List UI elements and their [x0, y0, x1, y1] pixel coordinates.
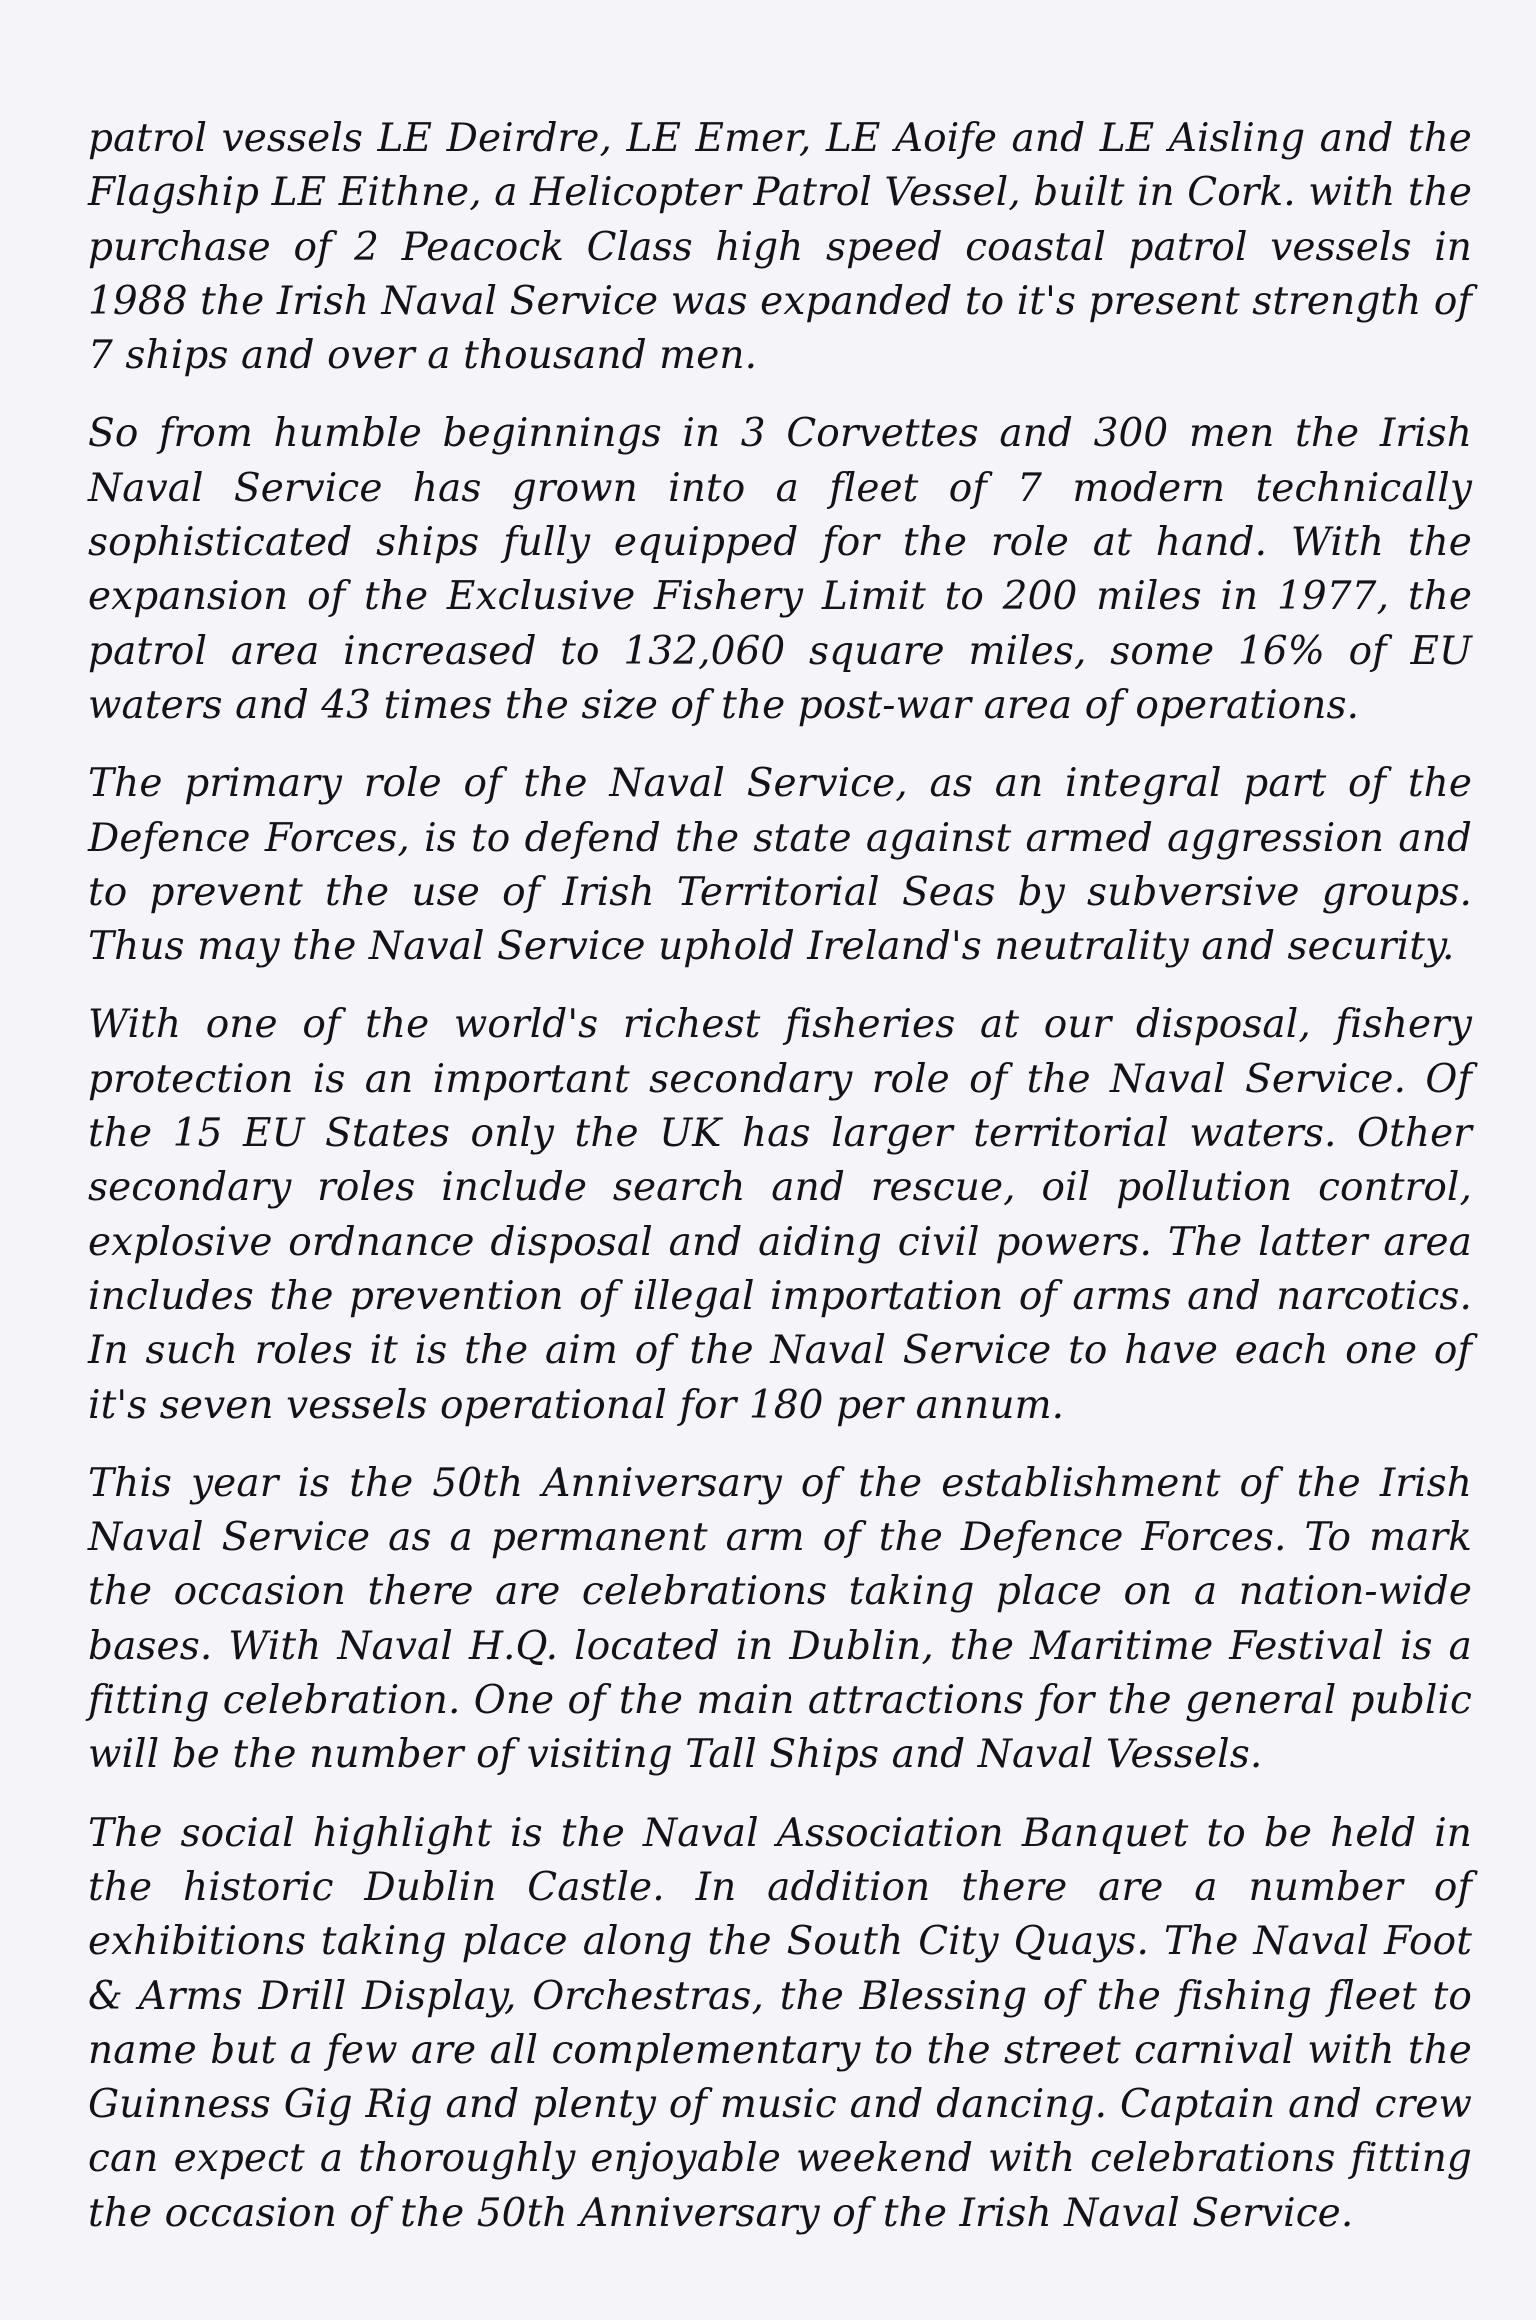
paragraph-anniversary: This year is the 50th Anniversary of the establishment of the Irish Naval Service as a permanent arm of the Defence Forces. To mark the occasion there are celebrations taking place on a nation-wide bases. With Naval H.Q. located in Dublin, the Maritime Festival is a fitting celebration. One of the main attractions for the general public will be the number of visiting Tall Ships and Naval Vessels.: [88, 1460, 1472, 1778]
paragraph-growth: So from humble beginnings in 3 Corvettes and 300 men the Irish Naval Service has grown into a fleet of 7 modern technically sophisticated ships fully equipped for the role at hand. With the expansion of the Exclusive Fishery Limit to 200 miles in 1977, the patrol area increased to 132,060 square miles, some 16% of EU waters and 43 times the size of the post-war area of operations.: [88, 411, 1472, 728]
paragraph-secondary-roles: With one of the world's richest fisheries at our disposal, fishery protection is an important secondary role of the Naval Service. Of the 15 EU States only the UK has larger territorial waters. Other secondary roles include search and rescue, oil pollution control, explosive ordnance disposal and aiding civil powers. The latter area includes the prevention of illegal importation of arms and narcotics. In such roles it is the aim of the Naval Service to have each one of it's seven vessels operational for 180 per annum.: [88, 1002, 1472, 1428]
paragraph-primary-role: The primary role of the Naval Service, as an integral part of the Defence Forces, is to defend the state against armed aggression and to prevent the use of Irish Territorial Seas by subversive groups. Thus may the Naval Service uphold Ireland's neutrality and security.: [88, 761, 1472, 970]
paragraph-social-highlight: The social highlight is the Naval Association Banquet to be held in the historic Dublin Castle. In addition there are a number of exhibitions taking place along the South City Quays. The Naval Foot & Arms Drill Display, Orchestras, the Blessing of the fishing fleet to name but a few are all complementary to the street carnival with the Guinness Gig Rig and plenty of music and dancing. Captain and crew can expect a thoroughly enjoyable weekend with celebrations fitting the occasion of the 50th Anniversary of the Irish Naval Service.: [88, 1810, 1472, 2236]
article-body: [88, 112, 1472, 2265]
paragraph-fleet-history: patrol vessels LE Deirdre, LE Emer, LE Aoife and LE Aisling and the Flagship LE Eithne, a Helicopter Patrol Vessel, built in Cork. with the purchase of 2 Peacock Class high speed coastal patrol vessels in 1988 the Irish Naval Service was expanded to it's present strength of 7 ships and over a thousand men.: [88, 116, 1472, 379]
